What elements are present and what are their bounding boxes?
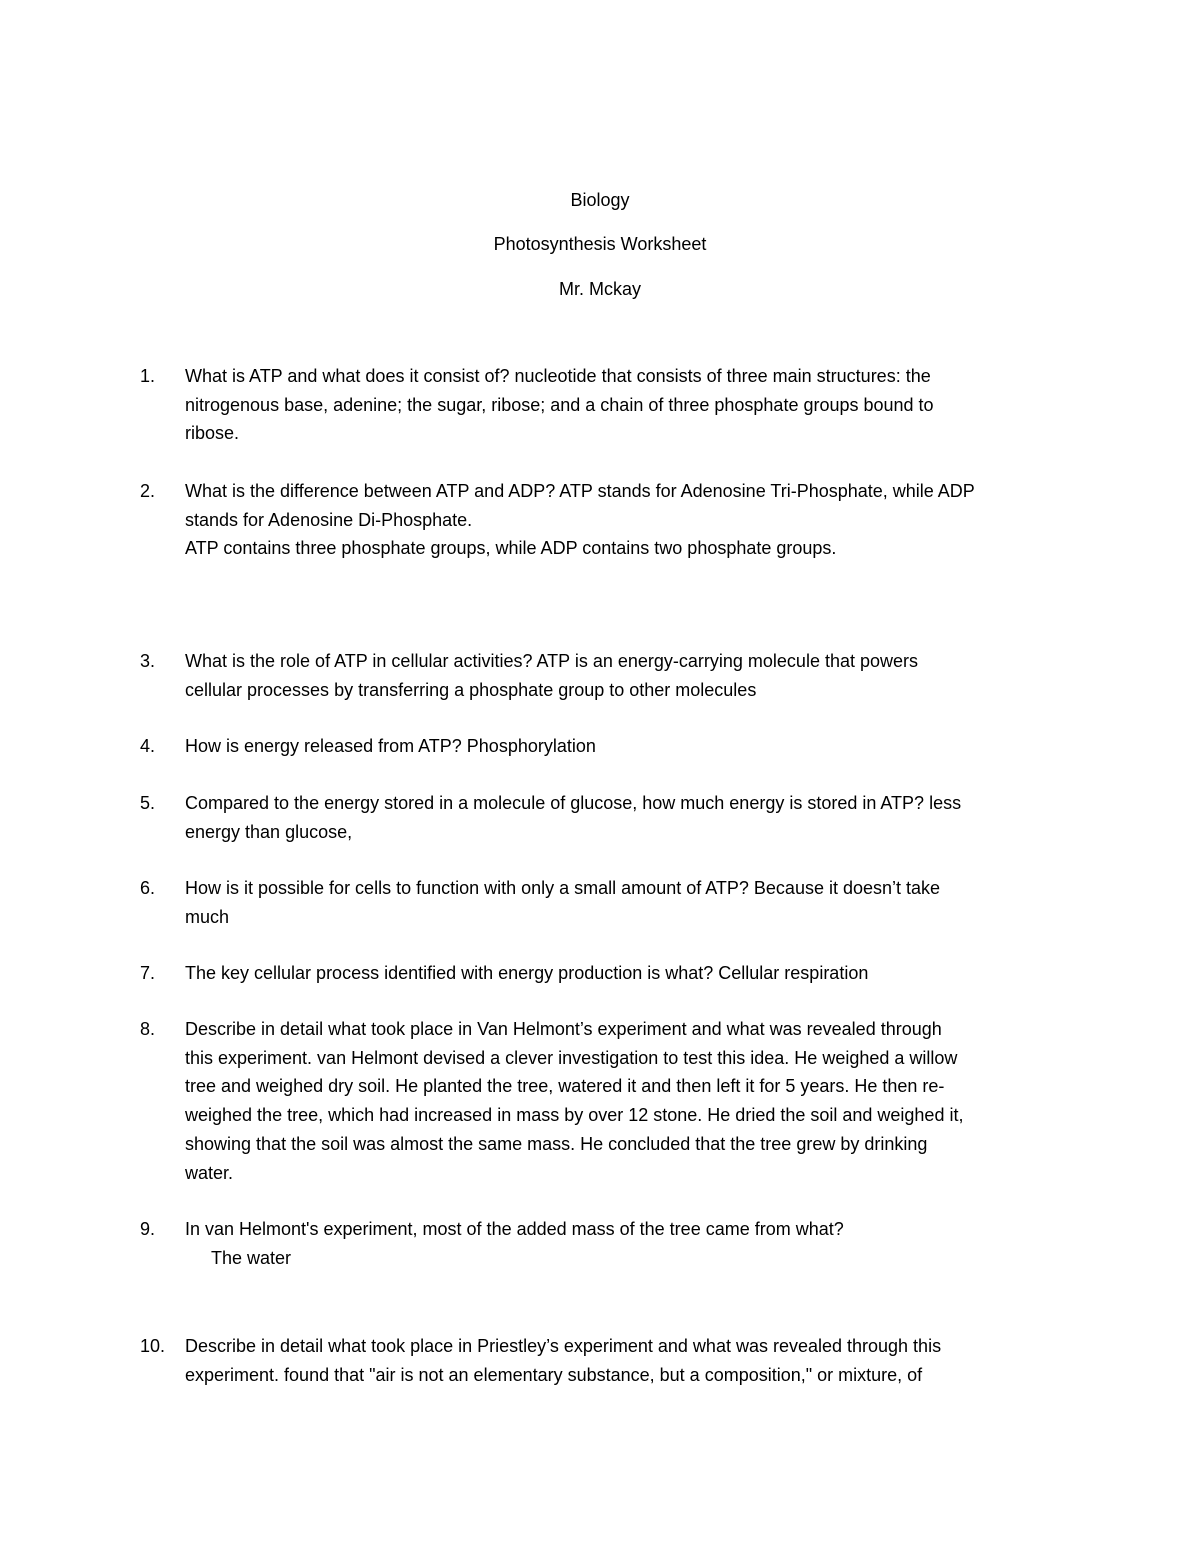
question-line: What is the difference between ATP and ADP? ATP stands for Adenosine Tri-Phosphate, while ADP [185,481,975,501]
question-line: How is energy released from ATP? Phosphorylation [185,736,596,756]
question-line: ribose. [185,423,240,444]
question-line: showing that the soil was almost the same mass. He concluded that the tree grew by drinking [185,1133,928,1154]
question-line: What is ATP and what does it consist of? nucleotide that consists of three main structures: the [185,366,931,386]
question-text [185,959,1060,988]
question-text [185,477,1060,563]
teacher-name: Mr. Mckay [558,279,641,299]
question-10 [140,1332,1060,1389]
question-number: 5. [140,793,156,813]
question-number: 9. [140,1219,156,1239]
question-9 [140,1215,1060,1272]
question-line: What is the role of ATP in cellular activities? ATP is an energy-carrying molecule that powers [185,651,918,671]
answer-line: The water [211,1247,292,1268]
question-line: The key cellular process identified with energy production is what? Cellular respiration [185,963,869,983]
question-line: nitrogenous base, adenine; the sugar, ribose; and a chain of three phosphate groups bound to [185,394,934,415]
question-line: stands for Adenosine Di-Phosphate. [185,509,473,530]
question-number: 10. [140,1336,166,1356]
question-text [185,874,1060,931]
question-line: cellular processes by transferring a phosphate group to other molecules [185,679,757,700]
question-5 [140,789,1060,846]
question-line: weighed the tree, which had increased in mass by over 12 stone. He dried the soil and weighed it, [185,1105,964,1126]
question-text [185,1015,1060,1187]
question-text [185,1215,1060,1272]
question-number: 4. [140,736,156,756]
question-number: 1. [140,366,156,386]
subject-heading: Biology [570,190,630,210]
question-number: 6. [140,878,156,898]
question-text [185,647,1060,704]
question-number: 3. [140,651,156,671]
question-text [185,1332,1060,1389]
question-8 [140,1015,1060,1187]
question-1 [140,362,1060,448]
question-2 [140,477,1060,563]
worksheet-title: Photosynthesis Worksheet [493,234,707,254]
question-text [185,362,1060,448]
question-line: In van Helmont's experiment, most of the added mass of the tree came from what? [185,1219,844,1239]
question-line: tree and weighed dry soil. He planted the tree, watered it and then left it for 5 years. He then re- [185,1076,945,1097]
question-line: this experiment. van Helmont devised a clever investigation to test this idea. He weighed a willow [185,1047,958,1068]
question-3 [140,647,1060,704]
question-line: ATP contains three phosphate groups, while ADP contains two phosphate groups. [185,538,837,559]
question-text [185,789,1060,846]
question-line: energy than glucose, [185,821,353,842]
question-line: Describe in detail what took place in Van Helmont’s experiment and what was revealed through [185,1019,942,1039]
question-7 [140,959,1060,988]
question-line: How is it possible for cells to function with only a small amount of ATP? Because it doesn’t take [185,878,941,898]
question-number: 2. [140,481,156,501]
question-line: water. [185,1162,234,1183]
question-6 [140,874,1060,931]
question-line: Describe in detail what took place in Priestley’s experiment and what was revealed through this [185,1336,942,1356]
question-number: 8. [140,1019,156,1039]
question-line: experiment. found that "air is not an elementary substance, but a composition," or mixture, of [185,1364,923,1385]
question-line: much [185,906,230,927]
question-text [185,732,1060,761]
question-line: Compared to the energy stored in a molecule of glucose, how much energy is stored in ATP? less [185,793,962,813]
question-4 [140,732,1060,761]
question-number: 7. [140,963,156,983]
